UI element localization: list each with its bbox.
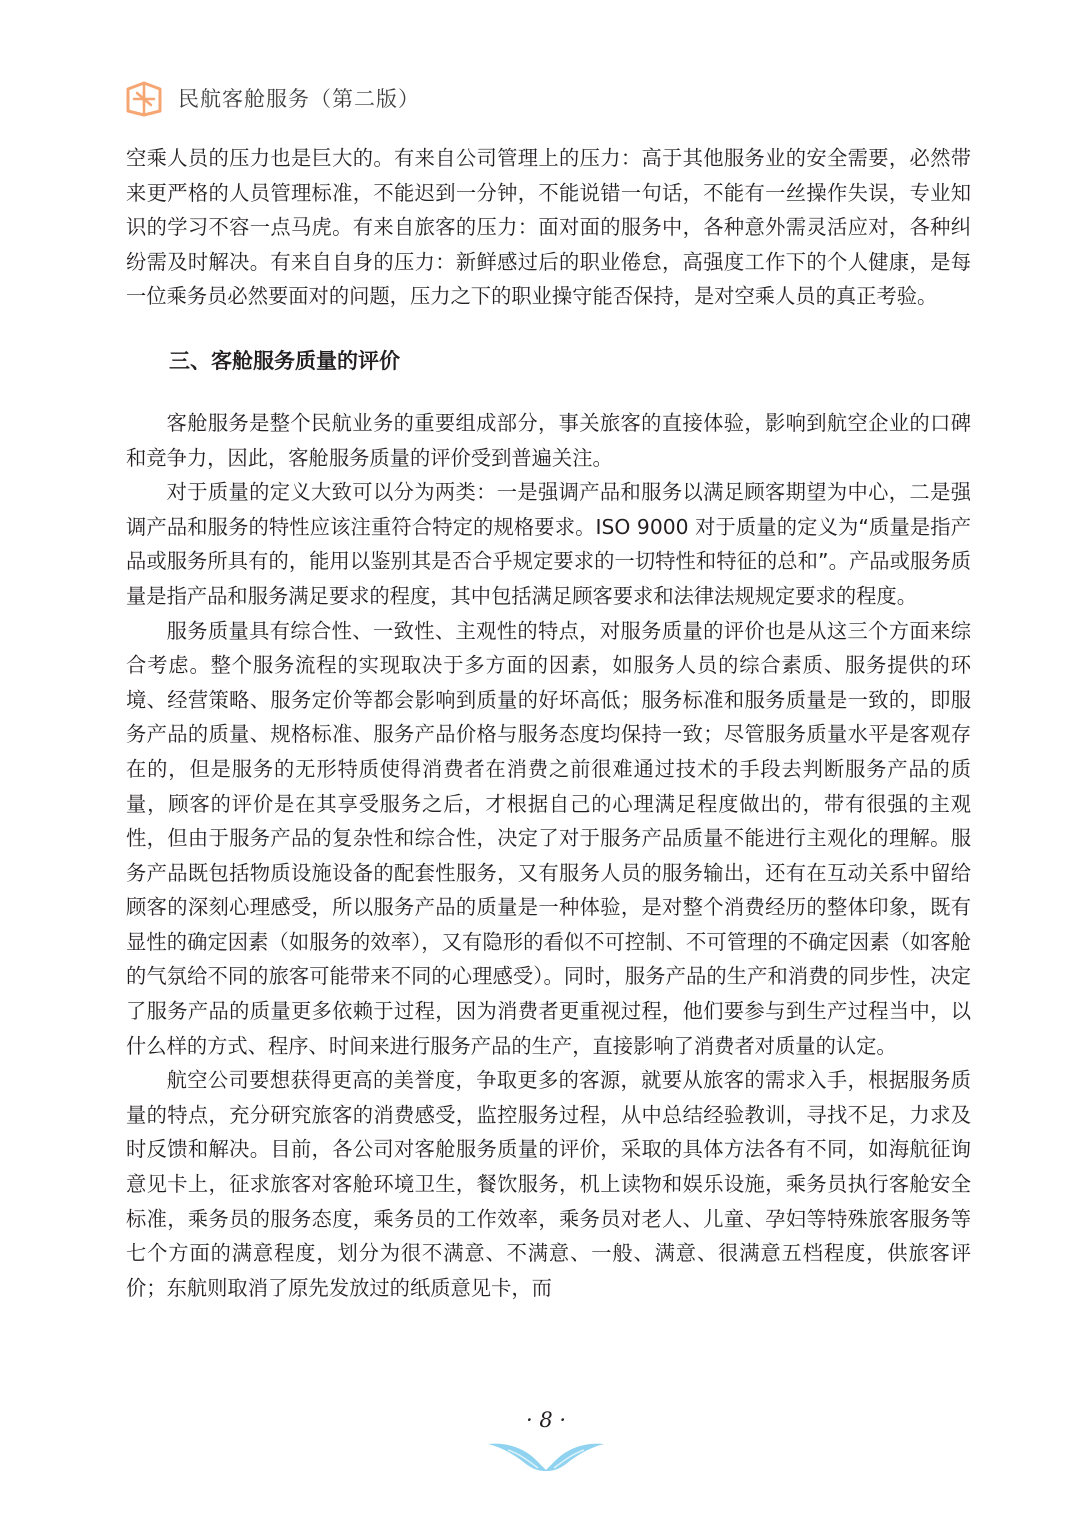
paragraph: 服务质量具有综合性、一致性、主观性的特点，对服务质量的评价也是从这三个方面来综合考虑。整个服务流程的实现取决于多方面的因素，如服务人员的综合素质、服务提供的环境、经营策略、服务定价等都会影响到质量的好坏高低；服务标准和服务质量是一致的，即服务产品的质量、规格标准、服务产品价格与服务态度均保持一致；尽管服务质量水平是客观存在的，但是服务的无形特质使得消费者在消费之前很难通过技术的手段去判断服务产品的质量，顾客的评价是在其享受服务之后，才根据自己的心理满足程度做出的，带有很强的主观性，但由于服务产品的复杂性和综合性，决定了对于服务产品质量不能进行主观化的理解。服务产品既包括物质设施设备的配套性服务，又有服务人员的服务输出，还有在互动关系中留给顾客的深刻心理感受，所以服务产品的质量是一种体验，是对整个消费经历的整体印象，既有显性的确定因素（如服务的效率），又有隐形的看似不可控制、不可管理的不确定因素（如客舱的气氛给不同的旅客可能带来不同的心理感受）。同时，服务产品的生产和消费的同步性，决定了服务产品的质量更多依赖于过程，因为消费者更重视过程，他们要参与到生产过程当中，以什么样的方式、程序、时间来进行服务产品的生产，直接影响了消费者对质量的认定。 [126,618,971,1058]
paragraph: 客舱服务是整个民航业务的重要组成部分，事关旅客的直接体验，影响到航空企业的口碑和竞争力，因此，客舱服务质量的评价受到普遍关注。 [126,410,971,470]
wave-decoration-icon [486,1434,606,1472]
page-number: · 8 · [525,1408,567,1432]
page-content [126,141,971,1305]
paragraph: 对于质量的定义大致可以分为两类：一是强调产品和服务以满足顾客期望为中心，二是强调产品和服务的特性应该注重符合特定的规格要求。ISO 9000 对于质量的定义为“质量是指产品或服务所具有的，能用以鉴别其是否合乎规定要求的一切特性和特征的总和”。产品或服务质量是指产品和服务满足要求的程度，其中包括满足顾客要求和法律法规规定要求的程度。 [126,480,971,608]
page-footer [0,1400,1092,1472]
section-heading: 三、客舱服务质量的评价 [169,348,400,373]
book-logo-icon [124,79,164,117]
paragraph-continued: 空乘人员的压力也是巨大的。有来自公司管理上的压力：高于其他服务业的安全需要，必然带来更严格的人员管理标准，不能迟到一分钟，不能说错一句话，不能有一丝操作失误，专业知识的学习不容一点马虎。有来自旅客的压力：面对面的服务中，各种意外需灵活应对，各种纠纷需及时解决。有来自自身的压力：新鲜感过后的职业倦怠，高强度工作下的个人健康，是每一位乘务员必然要面对的问题，压力之下的职业操守能否保持，是对空乘人员的真正考验。 [126,146,971,309]
paragraph: 航空公司要想获得更高的美誉度，争取更多的客源，就要从旅客的需求入手，根据服务质量的特点，充分研究旅客的消费感受，监控服务过程，从中总结经验教训，寻找不足，力求及时反馈和解决。目前，各公司对客舱服务质量的评价，采取的具体方法各有不同，如海航征询意见卡上，征求旅客对客舱环境卫生，餐饮服务，机上读物和娱乐设施，乘务员执行客舱安全标准，乘务员的服务态度，乘务员的工作效率，乘务员对老人、儿童、孕妇等特殊旅客服务等七个方面的满意程度，划分为很不满意、不满意、一般、满意、很满意五档程度，供旅客评价；东航则取消了原先发放过的纸质意见卡，而 [126,1068,971,1300]
page-header [124,78,420,118]
book-title: 民航客舱服务（第二版） [178,87,420,111]
